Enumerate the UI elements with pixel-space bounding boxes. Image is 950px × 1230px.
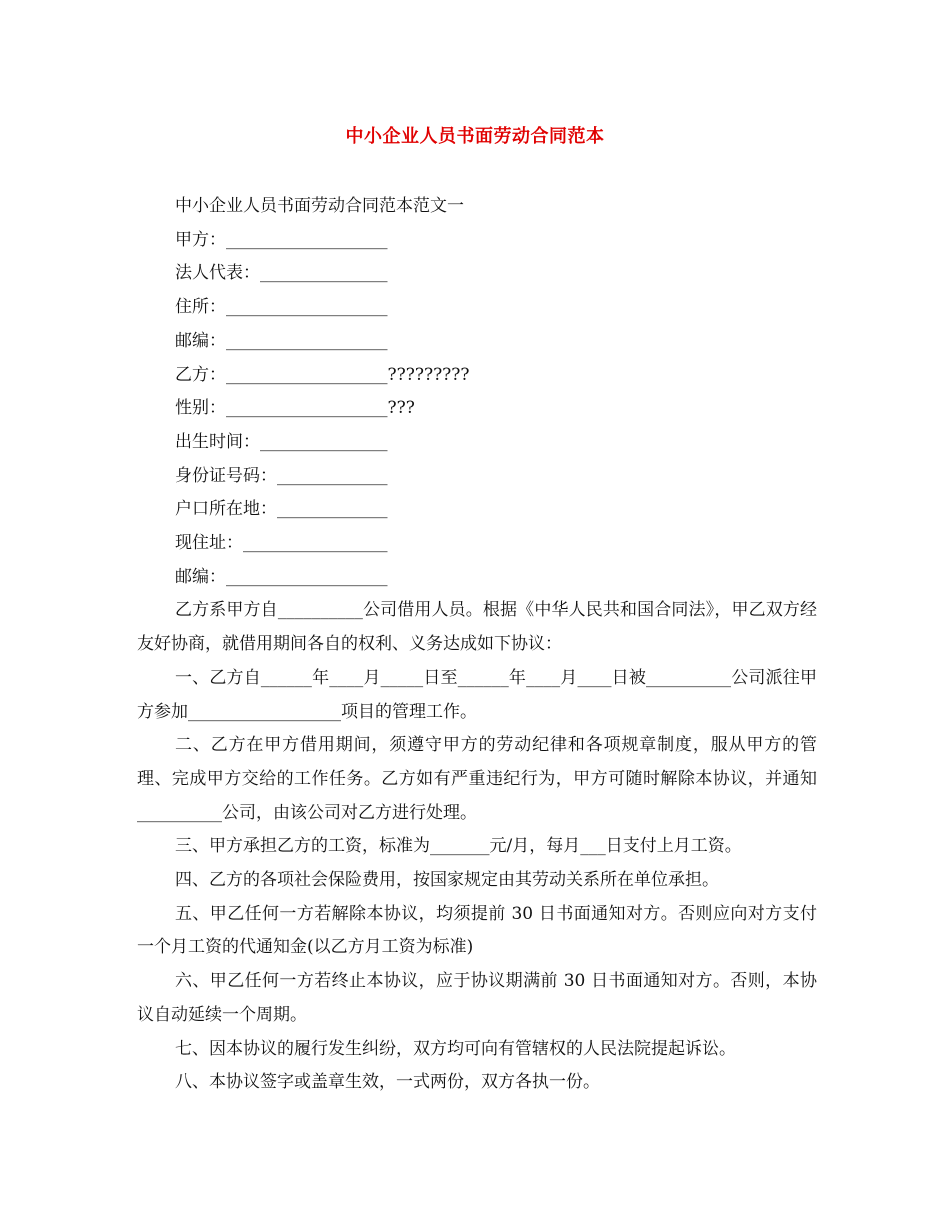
agreement-clauses (137, 594, 817, 1100)
field-gender: 性别：___________________??? (175, 398, 415, 419)
clause-2: 二、乙方在甲方借用期间，须遵守甲方的劳动纪律和各项规章制度，服从甲方的管理、完成甲方交给的工作任务。乙方如有严重违纪行为，甲方可随时解除本协议，并通知__________公司，由该公司对乙方进行处理。 (137, 735, 817, 823)
clause-8: 八、本协议签字或盖章生效，一式两份，双方各执一份。 (175, 1072, 600, 1093)
field-party-a: 甲方：___________________ (175, 229, 388, 250)
clause-3: 三、甲方承担乙方的工资，标准为_______元/月，每月___日支付上月工资。 (175, 836, 742, 857)
field-household-registration: 户口所在地：_____________ (175, 499, 388, 520)
clause-5: 五、甲乙任何一方若解除本协议，均须提前 30 日书面通知对方。否则应向对方支付一个月工资的代通知金(以乙方月工资为标准) (137, 903, 817, 958)
party-fields (137, 224, 817, 595)
field-current-address: 现住址：_________________ (175, 533, 388, 554)
clause-preamble: 乙方系甲方自__________公司借用人员。根据《中华人民共和国合同法》，甲乙双方经友好协商，就借用期间各自的权利、义务达成如下协议： (137, 600, 817, 655)
clause-6: 六、甲乙任何一方若终止本协议，应于协议期满前 30 日书面通知对方。否则，本协议自动延续一个周期。 (137, 971, 817, 1025)
clause-1: 一、乙方自______年____月_____日至______年____月____日被__________公司派往甲方参加__________________项目的管理工作。 (137, 667, 817, 722)
field-party-b-postcode: 邮编：___________________ (175, 566, 388, 587)
field-party-b: 乙方：___________________????????? (175, 364, 470, 385)
document-subtitle: 中小企业人员书面劳动合同范本范文一 (175, 196, 464, 216)
document-body (137, 190, 817, 1100)
clause-7: 七、因本协议的履行发生纠纷，双方均可向有管辖权的人民法院提起诉讼。 (175, 1038, 736, 1059)
field-party-a-postcode: 邮编：___________________ (175, 330, 388, 351)
field-legal-representative: 法人代表：_______________ (175, 263, 388, 284)
document-title: 中小企业人员书面劳动合同范本 (345, 126, 605, 147)
field-id-number: 身份证号码：_____________ (175, 465, 388, 486)
field-birth-date: 出生时间：_______________ (175, 431, 388, 452)
clause-4: 四、乙方的各项社会保险费用，按国家规定由其劳动关系所在单位承担。 (175, 870, 719, 891)
field-party-a-address: 住所：___________________ (175, 297, 388, 318)
